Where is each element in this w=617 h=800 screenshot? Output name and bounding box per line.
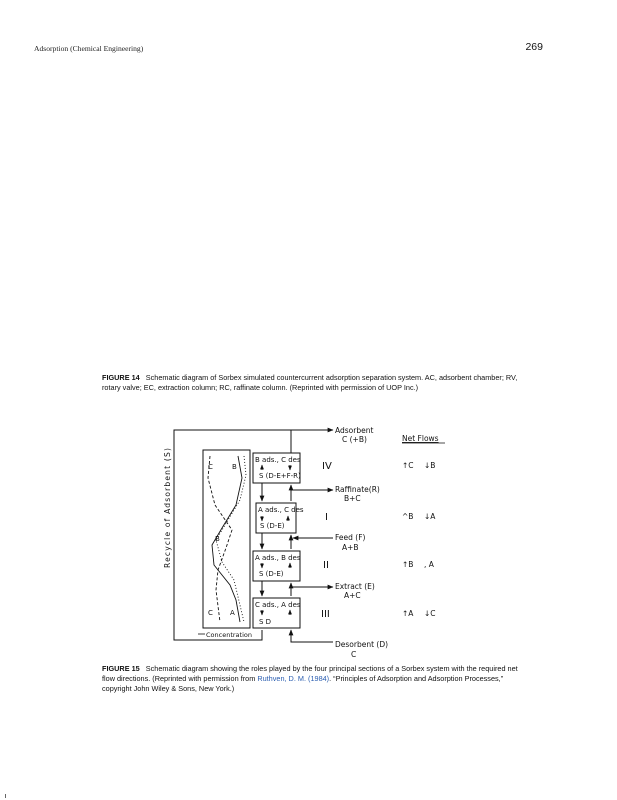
net-flow-iii-right: ↓C xyxy=(424,609,436,618)
section-ii-top: A ads., B des xyxy=(255,554,301,562)
desorbent-sub: C xyxy=(351,650,357,659)
section-i-numeral: I xyxy=(325,512,328,523)
net-flow-i-right: ↓A xyxy=(424,512,436,521)
section-iv-top: B ads., C des xyxy=(255,456,301,464)
adsorbent-title: Adsorbent xyxy=(335,426,374,435)
net-flows-title: Net Flows xyxy=(402,434,439,443)
section-iii-numeral: III xyxy=(321,609,330,620)
raffinate-title: Raffinate(R) xyxy=(335,485,380,494)
section-ii-bottom: S (D-E) xyxy=(259,570,284,578)
page-number: 269 xyxy=(525,41,543,53)
section-iii-top: C ads., A des xyxy=(255,601,301,609)
figure-14-text: Schematic diagram of Sorbex simulated countercurrent adsorption separation system. AC, adsorbent chamber; RV, rotary valve; EC, extraction column; RC, raffinate column. (Reprinted with permission of UOP Inc.) xyxy=(102,373,518,392)
net-flow-iv-right: ↓B xyxy=(424,461,436,470)
profile-label-middle: B xyxy=(215,535,220,543)
ruthven-citation-link[interactable]: Ruthven, D. M. (1984) xyxy=(257,674,330,683)
section-i-bottom: S (D-E) xyxy=(260,522,285,530)
extract-sub: A+C xyxy=(344,591,361,600)
section-iv-bottom: S (D-E+F-R) xyxy=(259,472,301,480)
desorbent-title: Desorbent (D) xyxy=(335,640,389,649)
adsorbent-sub: C (+B) xyxy=(342,435,367,444)
section-i-top: A ads., C des xyxy=(258,506,304,514)
profile-label-bottom-right: A xyxy=(230,609,235,617)
recycle-label: Recycle of Adsorbent (S) xyxy=(163,446,172,568)
net-flow-ii-right: , A xyxy=(424,560,434,569)
figure-15-text-before: Schematic diagram showing the roles played by the four principal sections of a Sorbex system with the required net flow directions. (Reprinted with permission from xyxy=(102,664,518,683)
net-flow-i-left: ^B xyxy=(402,512,414,521)
concentration-label: Concentration xyxy=(206,631,252,639)
net-flow-ii-left: ↑B xyxy=(402,560,414,569)
desorbent-line xyxy=(291,640,333,642)
section-iv-numeral: IV xyxy=(322,461,332,472)
raffinate-sub: B+C xyxy=(344,494,361,503)
feed-title: Feed (F) xyxy=(335,533,366,542)
figure-15-caption xyxy=(102,664,520,694)
section-iii-bottom: S D xyxy=(259,618,272,626)
figure-14-label: FIGURE 14 xyxy=(102,373,140,382)
extract-title: Extract (E) xyxy=(335,582,375,591)
section-ii-numeral: II xyxy=(323,560,329,571)
profile-label-top-right: B xyxy=(232,463,237,471)
feed-sub: A+B xyxy=(342,543,359,552)
profile-dashed-curve xyxy=(208,456,232,622)
net-flow-iv-left: ↑C xyxy=(402,461,414,470)
scan-edge-mark xyxy=(5,794,6,798)
figure-15-label: FIGURE 15 xyxy=(102,664,140,673)
figure-15-text-after: . “Principles of Adsorption and Adsorption Processes,” copyright John Wiley & Sons, New York.) xyxy=(102,674,504,693)
running-head: Adsorption (Chemical Engineering) xyxy=(34,44,144,53)
profile-label-bottom-left: C xyxy=(208,609,213,617)
concentration-panel xyxy=(203,450,250,628)
net-flow-iii-left: ↑A xyxy=(402,609,414,618)
profile-label-top-left: C xyxy=(208,463,213,471)
